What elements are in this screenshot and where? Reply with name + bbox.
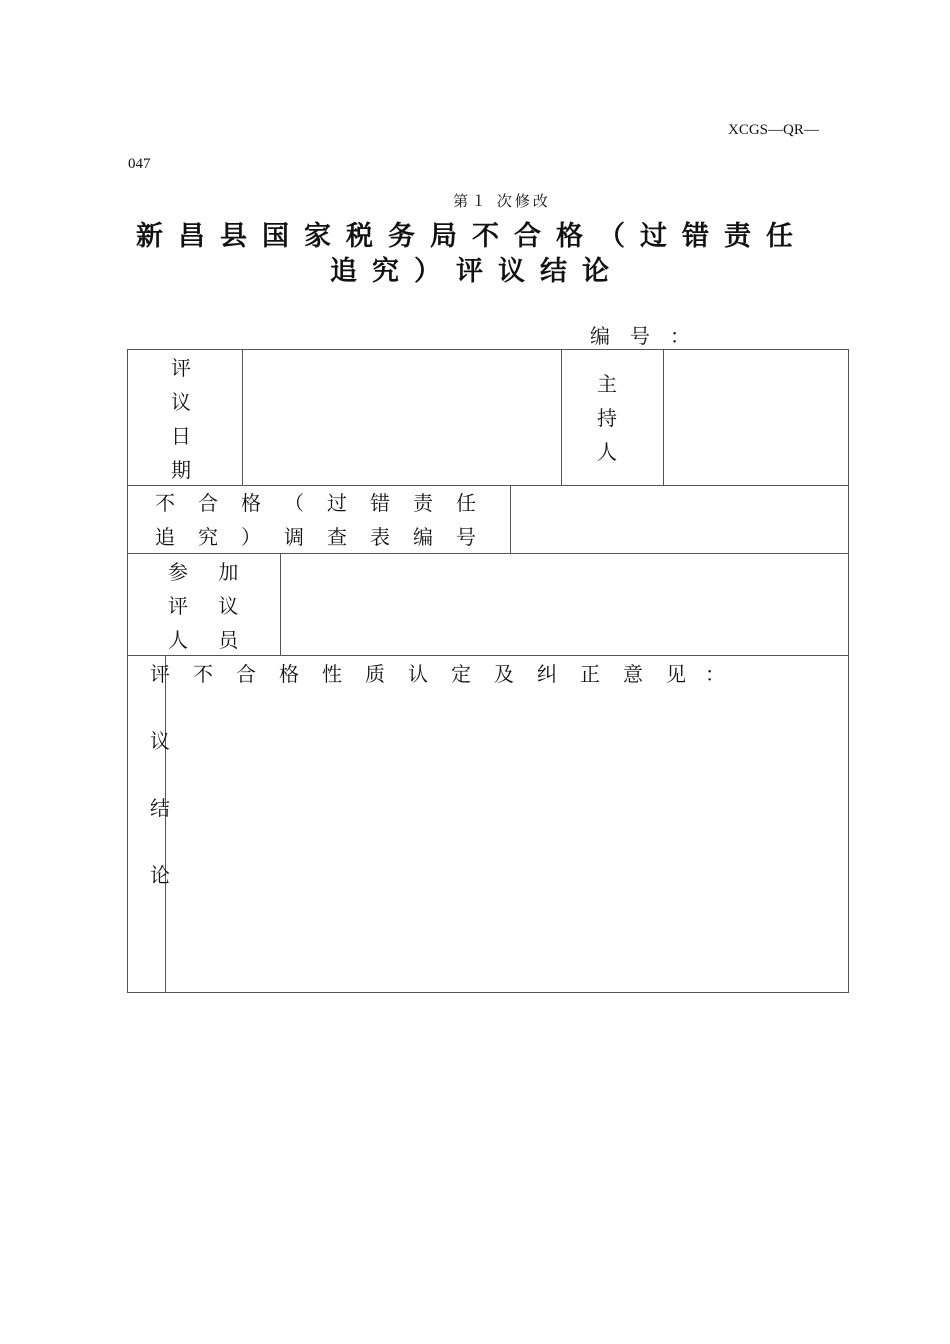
heading-char: 意 (623, 662, 643, 686)
label-char: 追 (155, 525, 175, 549)
heading-char: ： (705, 662, 725, 686)
heading-char: 纠 (537, 662, 557, 686)
document-number-label: 编号： (590, 324, 710, 348)
heading-char: 见 (666, 662, 686, 686)
label-char: 究 (198, 525, 218, 549)
row1-divider-b (561, 349, 562, 485)
label-line: 参 加 (168, 560, 251, 584)
label-char: 论 (150, 863, 170, 887)
label-char: 结 (150, 796, 170, 820)
label-char: 持 (597, 406, 617, 430)
heading-char: 认 (408, 662, 428, 686)
label-line: 评 议 (168, 594, 251, 618)
label-char: 查 (327, 525, 347, 549)
title-line1: 新昌县国家税务局不合格（过错责任 (136, 221, 808, 252)
row3-divider (280, 553, 281, 655)
label-char: 评 (171, 356, 191, 380)
label-char: 错 (370, 491, 390, 515)
row1-divider-c (663, 349, 664, 485)
revision-note: 第１ 次修改 (453, 192, 551, 210)
form-code-line2: 047 (128, 156, 151, 172)
label-char: 责 (413, 491, 433, 515)
table-left-border (127, 349, 128, 993)
table-bottom-border (127, 992, 849, 993)
heading-char: 合 (236, 662, 256, 686)
table-right-border (848, 349, 849, 993)
host-label (592, 367, 622, 469)
label-char: （ (284, 491, 304, 515)
label-char: 期 (171, 458, 191, 482)
form-code-line1: XCGS—QR— (728, 122, 819, 138)
title-line2: 追究）评议结论 (330, 256, 624, 287)
row2-divider (510, 485, 511, 553)
label-char: 主 (597, 372, 617, 396)
label-char: ） (241, 525, 261, 549)
row-divider-1 (127, 485, 849, 486)
heading-char: 质 (365, 662, 385, 686)
table-top-border (127, 349, 849, 350)
label-char: 任 (456, 491, 476, 515)
label-char: 不 (155, 491, 175, 515)
label-char: 议 (171, 390, 191, 414)
label-char: 评 (150, 662, 170, 686)
label-char: 表 (370, 525, 390, 549)
heading-char: 定 (451, 662, 471, 686)
evaluation-date-label (166, 351, 196, 487)
label-char: 编 (413, 525, 433, 549)
label-char: 调 (284, 525, 304, 549)
label-char: 日 (171, 424, 191, 448)
label-char: 号 (456, 525, 476, 549)
label-line: 人 员 (168, 628, 251, 652)
heading-char: 格 (279, 662, 299, 686)
row1-divider-a (242, 349, 243, 485)
label-char: 过 (327, 491, 347, 515)
row-divider-2 (127, 553, 849, 554)
label-char: 格 (241, 491, 261, 515)
label-char: 议 (150, 729, 170, 753)
heading-char: 及 (494, 662, 514, 686)
label-char: 合 (198, 491, 218, 515)
heading-char: 不 (193, 662, 213, 686)
heading-char: 性 (322, 662, 342, 686)
label-char: 人 (597, 440, 617, 464)
heading-char: 正 (580, 662, 600, 686)
